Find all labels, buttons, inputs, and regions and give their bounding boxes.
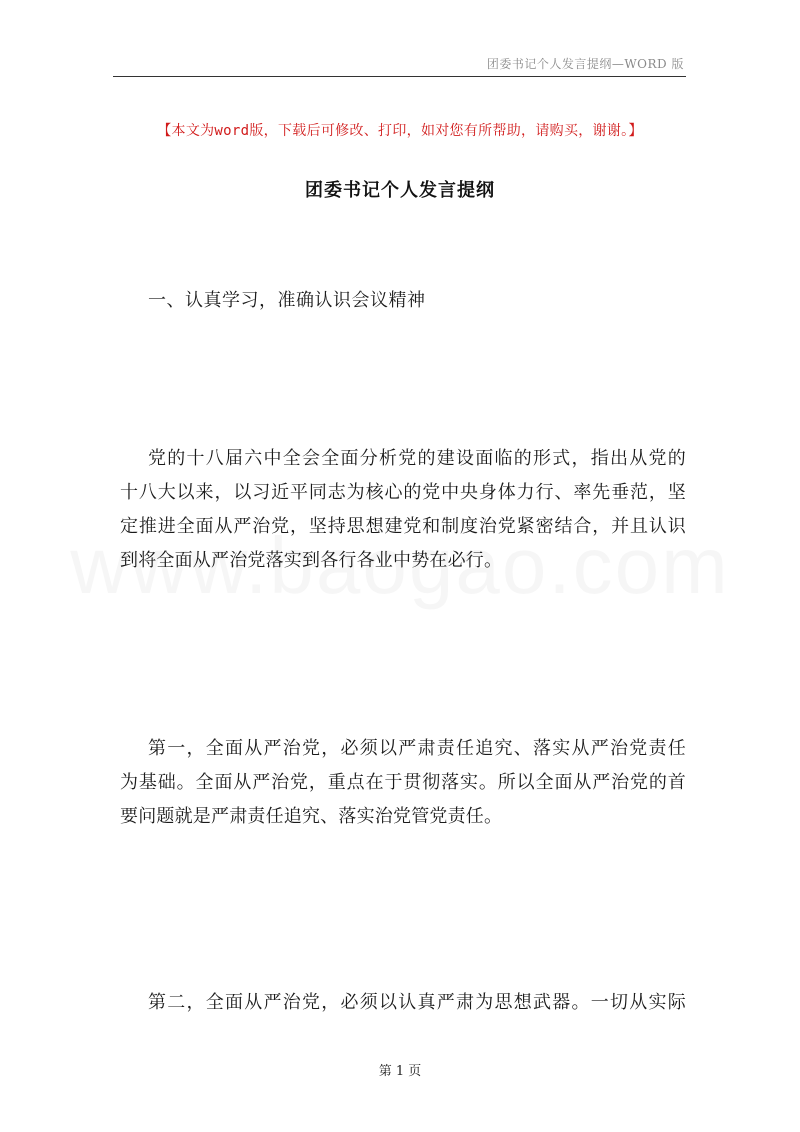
- download-notice: 【本文为word版，下载后可修改、打印，如对您有所帮助，请购买，谢谢。】: [157, 123, 643, 139]
- paragraph-line: 为基础。全面从严治党，重点在于贯彻落实。所以全面从严治党的首: [120, 772, 686, 793]
- paragraph-line: 党的十八届六中全会全面分析党的建设面临的形式，指出从党的: [148, 448, 686, 469]
- document-title: 团委书记个人发言提纲: [305, 180, 495, 201]
- paragraph-line: 第一，全面从严治党，必须以严肃责任追究、落实从严治党责任: [148, 738, 686, 759]
- running-header: 团委书记个人发言提纲—WORD 版: [486, 57, 684, 71]
- paragraph-line: 十八大以来，以习近平同志为核心的党中央身体力行、率先垂范，坚: [120, 482, 686, 503]
- paragraph-3: [120, 986, 686, 1020]
- paragraph-line: 第二，全面从严治党，必须以认真严肃为思想武器。一切从实际: [148, 992, 686, 1013]
- paragraph-2: [120, 732, 686, 834]
- section-heading-1: 一、认真学习，准确认识会议精神: [148, 290, 426, 311]
- paragraph-line: 到将全面从严治党落实到各行各业中势在必行。: [120, 550, 503, 571]
- header-divider: [113, 76, 686, 77]
- paragraph-line: 定推进全面从严治党，坚持思想建党和制度治党紧密结合，并且认识: [120, 516, 686, 537]
- paragraph-1: [120, 442, 686, 578]
- paragraph-line: 要问题就是严肃责任追究、落实治党管党责任。: [120, 806, 503, 827]
- page-number: 第 1 页: [378, 1064, 422, 1079]
